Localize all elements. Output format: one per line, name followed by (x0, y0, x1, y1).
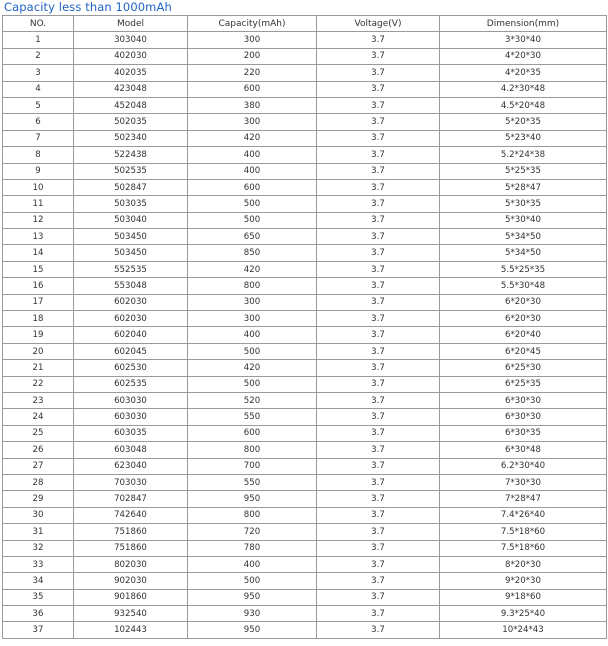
cell-model: 602030 (74, 294, 188, 310)
cell-capacity: 500 (188, 196, 317, 212)
cell-dimension: 6*25*30 (440, 360, 607, 376)
cell-capacity: 650 (188, 229, 317, 245)
cell-capacity: 380 (188, 97, 317, 113)
cell-model: 503450 (74, 229, 188, 245)
table-row (3, 294, 607, 310)
cell-no: 32 (3, 540, 74, 556)
cell-dimension: 7.5*18*60 (440, 524, 607, 540)
table-row (3, 311, 607, 327)
cell-voltage: 3.7 (317, 163, 440, 179)
cell-dimension: 6*30*30 (440, 409, 607, 425)
cell-dimension: 3*30*40 (440, 32, 607, 48)
cell-capacity: 720 (188, 524, 317, 540)
cell-no: 29 (3, 491, 74, 507)
cell-dimension: 6*20*30 (440, 294, 607, 310)
cell-no: 24 (3, 409, 74, 425)
cell-dimension: 5*23*40 (440, 130, 607, 146)
cell-capacity: 300 (188, 311, 317, 327)
table-row (3, 360, 607, 376)
cell-dimension: 7.5*18*60 (440, 540, 607, 556)
cell-model: 502340 (74, 130, 188, 146)
table-row (3, 97, 607, 113)
table-row (3, 130, 607, 146)
cell-voltage: 3.7 (317, 409, 440, 425)
table-row (3, 327, 607, 343)
cell-dimension: 5*20*35 (440, 114, 607, 130)
cell-voltage: 3.7 (317, 311, 440, 327)
cell-model: 703030 (74, 474, 188, 490)
cell-no: 1 (3, 32, 74, 48)
cell-no: 28 (3, 474, 74, 490)
table-row (3, 261, 607, 277)
cell-capacity: 950 (188, 491, 317, 507)
table-row (3, 278, 607, 294)
cell-model: 503040 (74, 212, 188, 228)
cell-dimension: 5*25*35 (440, 163, 607, 179)
cell-capacity: 300 (188, 114, 317, 130)
cell-no: 26 (3, 442, 74, 458)
table-row (3, 474, 607, 490)
cell-capacity: 220 (188, 65, 317, 81)
cell-model: 932540 (74, 606, 188, 622)
cell-voltage: 3.7 (317, 343, 440, 359)
table-header-row (3, 16, 607, 32)
cell-capacity: 420 (188, 261, 317, 277)
cell-voltage: 3.7 (317, 294, 440, 310)
table-row (3, 409, 607, 425)
cell-voltage: 3.7 (317, 573, 440, 589)
table-row (3, 573, 607, 589)
cell-no: 34 (3, 573, 74, 589)
cell-voltage: 3.7 (317, 442, 440, 458)
cell-model: 552535 (74, 261, 188, 277)
cell-dimension: 5*28*47 (440, 179, 607, 195)
cell-no: 30 (3, 507, 74, 523)
cell-no: 16 (3, 278, 74, 294)
cell-no: 20 (3, 343, 74, 359)
cell-model: 553048 (74, 278, 188, 294)
cell-dimension: 5*30*40 (440, 212, 607, 228)
cell-voltage: 3.7 (317, 540, 440, 556)
cell-no: 13 (3, 229, 74, 245)
cell-voltage: 3.7 (317, 474, 440, 490)
cell-capacity: 200 (188, 48, 317, 64)
cell-no: 17 (3, 294, 74, 310)
cell-no: 15 (3, 261, 74, 277)
cell-model: 902030 (74, 573, 188, 589)
cell-model: 802030 (74, 556, 188, 572)
cell-voltage: 3.7 (317, 196, 440, 212)
cell-dimension: 9.3*25*40 (440, 606, 607, 622)
header-no: NO. (3, 16, 74, 32)
cell-dimension: 6*20*40 (440, 327, 607, 343)
cell-voltage: 3.7 (317, 556, 440, 572)
cell-voltage: 3.7 (317, 245, 440, 261)
table-row (3, 245, 607, 261)
cell-no: 25 (3, 425, 74, 441)
cell-voltage: 3.7 (317, 97, 440, 113)
cell-dimension: 10*24*43 (440, 622, 607, 638)
cell-capacity: 950 (188, 622, 317, 638)
cell-dimension: 8*20*30 (440, 556, 607, 572)
cell-dimension: 7.4*26*40 (440, 507, 607, 523)
cell-dimension: 4.2*30*48 (440, 81, 607, 97)
cell-dimension: 6*20*45 (440, 343, 607, 359)
cell-capacity: 700 (188, 458, 317, 474)
cell-model: 603035 (74, 425, 188, 441)
cell-no: 37 (3, 622, 74, 638)
cell-no: 12 (3, 212, 74, 228)
cell-capacity: 400 (188, 556, 317, 572)
cell-capacity: 500 (188, 573, 317, 589)
cell-no: 11 (3, 196, 74, 212)
cell-voltage: 3.7 (317, 278, 440, 294)
cell-no: 2 (3, 48, 74, 64)
cell-model: 402035 (74, 65, 188, 81)
cell-no: 27 (3, 458, 74, 474)
cell-capacity: 950 (188, 589, 317, 605)
cell-capacity: 780 (188, 540, 317, 556)
cell-voltage: 3.7 (317, 65, 440, 81)
table-row (3, 147, 607, 163)
cell-capacity: 420 (188, 130, 317, 146)
table-row (3, 491, 607, 507)
cell-voltage: 3.7 (317, 491, 440, 507)
table-row (3, 48, 607, 64)
cell-dimension: 6*30*30 (440, 392, 607, 408)
cell-model: 452048 (74, 97, 188, 113)
cell-dimension: 6*30*35 (440, 425, 607, 441)
cell-dimension: 9*18*60 (440, 589, 607, 605)
header-dimension: Dimension(mm) (440, 16, 607, 32)
table-row (3, 524, 607, 540)
cell-no: 7 (3, 130, 74, 146)
cell-model: 503450 (74, 245, 188, 261)
cell-no: 22 (3, 376, 74, 392)
cell-voltage: 3.7 (317, 130, 440, 146)
cell-no: 19 (3, 327, 74, 343)
cell-dimension: 6*20*30 (440, 311, 607, 327)
cell-model: 751860 (74, 524, 188, 540)
cell-model: 623040 (74, 458, 188, 474)
cell-model: 603030 (74, 409, 188, 425)
cell-model: 602030 (74, 311, 188, 327)
cell-model: 502035 (74, 114, 188, 130)
cell-capacity: 420 (188, 360, 317, 376)
cell-capacity: 520 (188, 392, 317, 408)
cell-voltage: 3.7 (317, 147, 440, 163)
cell-capacity: 400 (188, 163, 317, 179)
cell-model: 502847 (74, 179, 188, 195)
header-voltage: Voltage(V) (317, 16, 440, 32)
table-row (3, 179, 607, 195)
cell-capacity: 500 (188, 376, 317, 392)
cell-capacity: 800 (188, 278, 317, 294)
cell-capacity: 500 (188, 343, 317, 359)
table-row (3, 212, 607, 228)
cell-capacity: 300 (188, 294, 317, 310)
cell-capacity: 800 (188, 507, 317, 523)
table-row (3, 392, 607, 408)
cell-no: 3 (3, 65, 74, 81)
cell-dimension: 6.2*30*40 (440, 458, 607, 474)
table-body (3, 32, 607, 638)
cell-dimension: 4*20*30 (440, 48, 607, 64)
cell-model: 423048 (74, 81, 188, 97)
table-row (3, 65, 607, 81)
cell-voltage: 3.7 (317, 458, 440, 474)
cell-dimension: 5.2*24*38 (440, 147, 607, 163)
cell-model: 402030 (74, 48, 188, 64)
cell-dimension: 5.5*30*48 (440, 278, 607, 294)
cell-model: 303040 (74, 32, 188, 48)
cell-model: 502535 (74, 163, 188, 179)
cell-model: 603048 (74, 442, 188, 458)
cell-no: 36 (3, 606, 74, 622)
table-row (3, 556, 607, 572)
cell-dimension: 7*30*30 (440, 474, 607, 490)
cell-dimension: 6*30*48 (440, 442, 607, 458)
table-row (3, 606, 607, 622)
cell-capacity: 850 (188, 245, 317, 261)
cell-dimension: 6*25*35 (440, 376, 607, 392)
battery-spec-table (2, 15, 607, 639)
cell-voltage: 3.7 (317, 229, 440, 245)
cell-model: 602040 (74, 327, 188, 343)
cell-voltage: 3.7 (317, 179, 440, 195)
cell-no: 8 (3, 147, 74, 163)
cell-model: 702847 (74, 491, 188, 507)
cell-voltage: 3.7 (317, 261, 440, 277)
cell-model: 602045 (74, 343, 188, 359)
cell-capacity: 300 (188, 32, 317, 48)
cell-no: 35 (3, 589, 74, 605)
table-row (3, 376, 607, 392)
cell-capacity: 400 (188, 327, 317, 343)
cell-no: 18 (3, 311, 74, 327)
cell-voltage: 3.7 (317, 507, 440, 523)
cell-no: 14 (3, 245, 74, 261)
cell-model: 603030 (74, 392, 188, 408)
cell-voltage: 3.7 (317, 392, 440, 408)
cell-voltage: 3.7 (317, 48, 440, 64)
cell-model: 503035 (74, 196, 188, 212)
cell-no: 9 (3, 163, 74, 179)
cell-model: 522438 (74, 147, 188, 163)
cell-no: 33 (3, 556, 74, 572)
cell-dimension: 5.5*25*35 (440, 261, 607, 277)
table-row (3, 540, 607, 556)
cell-no: 21 (3, 360, 74, 376)
cell-dimension: 4.5*20*48 (440, 97, 607, 113)
cell-dimension: 7*28*47 (440, 491, 607, 507)
table-row (3, 622, 607, 638)
cell-model: 102443 (74, 622, 188, 638)
table-row (3, 425, 607, 441)
cell-voltage: 3.7 (317, 327, 440, 343)
cell-dimension: 5*34*50 (440, 229, 607, 245)
table-row (3, 196, 607, 212)
cell-voltage: 3.7 (317, 212, 440, 228)
cell-voltage: 3.7 (317, 622, 440, 638)
table-row (3, 343, 607, 359)
table-row (3, 589, 607, 605)
cell-voltage: 3.7 (317, 360, 440, 376)
table-row (3, 32, 607, 48)
cell-voltage: 3.7 (317, 114, 440, 130)
cell-dimension: 9*20*30 (440, 573, 607, 589)
cell-voltage: 3.7 (317, 606, 440, 622)
cell-capacity: 500 (188, 212, 317, 228)
cell-capacity: 550 (188, 409, 317, 425)
table-row (3, 163, 607, 179)
cell-capacity: 930 (188, 606, 317, 622)
cell-voltage: 3.7 (317, 81, 440, 97)
cell-capacity: 400 (188, 147, 317, 163)
cell-capacity: 600 (188, 179, 317, 195)
table-row (3, 458, 607, 474)
cell-model: 751860 (74, 540, 188, 556)
cell-dimension: 5*34*50 (440, 245, 607, 261)
cell-voltage: 3.7 (317, 425, 440, 441)
cell-dimension: 4*20*35 (440, 65, 607, 81)
cell-capacity: 600 (188, 81, 317, 97)
cell-capacity: 600 (188, 425, 317, 441)
cell-model: 602535 (74, 376, 188, 392)
table-row (3, 507, 607, 523)
cell-voltage: 3.7 (317, 32, 440, 48)
cell-dimension: 5*30*35 (440, 196, 607, 212)
header-capacity: Capacity(mAh) (188, 16, 317, 32)
table-caption: Capacity less than 1000mAh (4, 0, 172, 14)
cell-no: 31 (3, 524, 74, 540)
table-row (3, 229, 607, 245)
cell-model: 742640 (74, 507, 188, 523)
header-model: Model (74, 16, 188, 32)
cell-capacity: 800 (188, 442, 317, 458)
cell-no: 6 (3, 114, 74, 130)
cell-model: 901860 (74, 589, 188, 605)
cell-voltage: 3.7 (317, 589, 440, 605)
cell-voltage: 3.7 (317, 376, 440, 392)
cell-no: 10 (3, 179, 74, 195)
cell-no: 23 (3, 392, 74, 408)
cell-model: 602530 (74, 360, 188, 376)
cell-no: 5 (3, 97, 74, 113)
table-row (3, 442, 607, 458)
table-row (3, 81, 607, 97)
table-row (3, 114, 607, 130)
cell-no: 4 (3, 81, 74, 97)
cell-capacity: 550 (188, 474, 317, 490)
cell-voltage: 3.7 (317, 524, 440, 540)
